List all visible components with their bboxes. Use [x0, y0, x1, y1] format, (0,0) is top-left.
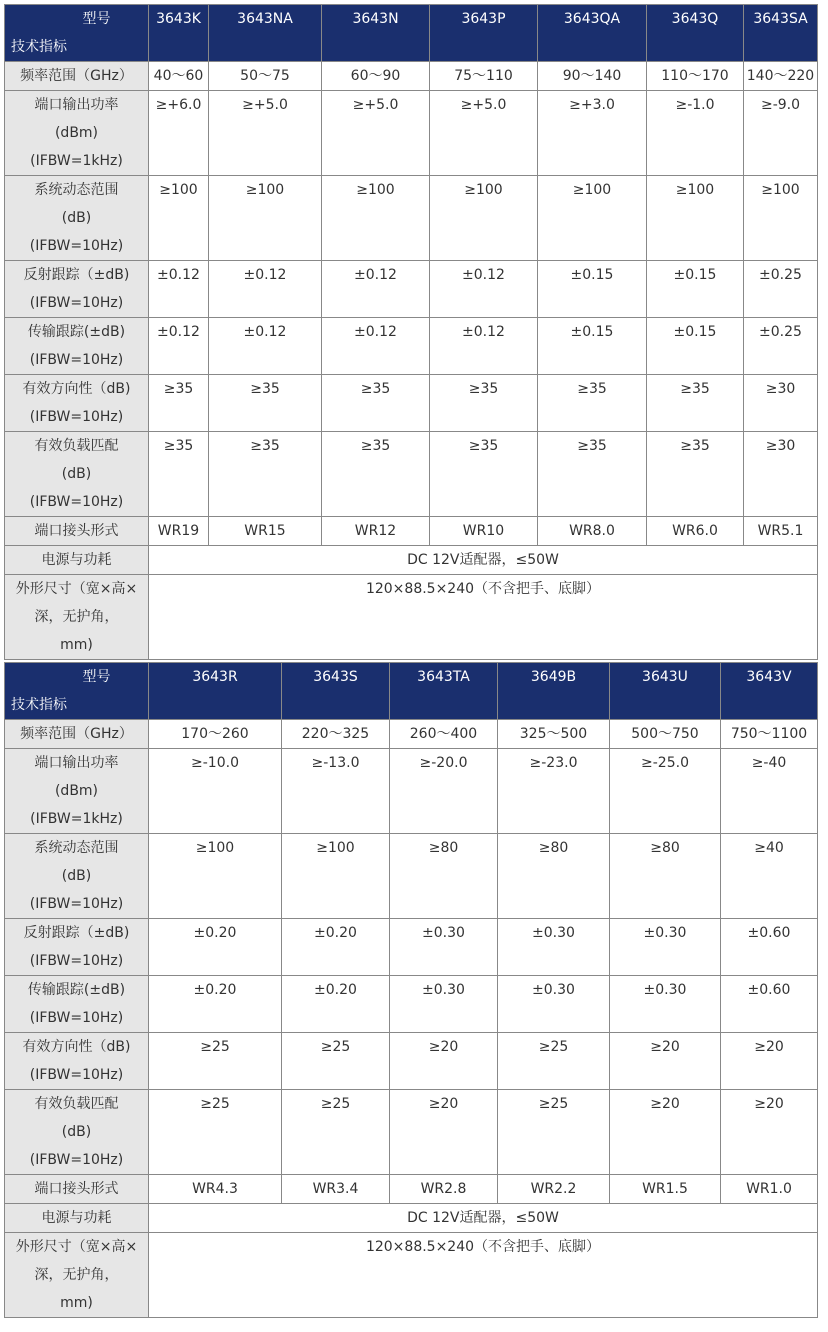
table-cell: ≥+6.0 [149, 91, 209, 176]
row-label [5, 834, 149, 919]
header-corner-cell [5, 663, 149, 720]
table-row [5, 546, 818, 575]
row-label-line: 系统动态范围 [34, 182, 119, 198]
table-cell: ±0.12 [430, 318, 538, 375]
row-label-line: (IFBW=10Hz) [29, 494, 124, 510]
spec-label: 技术指标 [11, 39, 67, 55]
row-label [5, 375, 149, 432]
table-cell: ≥25 [149, 1090, 282, 1175]
table-row [5, 663, 818, 720]
table-cell: ≥100 [744, 176, 818, 261]
row-label: 电源与功耗 [5, 1204, 149, 1233]
table-cell: 75～110 [430, 62, 538, 91]
row-label-line: 有效方向性（dB) [22, 1039, 131, 1055]
table-cell: ±0.12 [149, 318, 209, 375]
row-label: 电源与功耗 [5, 546, 149, 575]
row-label [5, 432, 149, 517]
model-header: 3643V [721, 663, 818, 720]
table-cell: DC 12V适配器，≤50W [149, 1204, 818, 1233]
table-row [5, 720, 818, 749]
table-cell: ±0.12 [322, 318, 430, 375]
table-cell: 170～260 [149, 720, 282, 749]
table-cell: WR10 [430, 517, 538, 546]
table-cell: ≥-20.0 [390, 749, 498, 834]
model-header: 3643TA [390, 663, 498, 720]
table-cell: ≥100 [647, 176, 744, 261]
table-cell: 325～500 [498, 720, 610, 749]
table-cell: 40～60 [149, 62, 209, 91]
table-cell: ±0.12 [209, 261, 322, 318]
table-cell: WR8.0 [538, 517, 647, 546]
row-label-line: 外形尺寸（宽×高× [15, 581, 138, 597]
row-label-line: (dB) [61, 210, 92, 226]
row-label [5, 1233, 149, 1318]
table-cell: ≥25 [149, 1033, 282, 1090]
table-cell: ≥20 [390, 1090, 498, 1175]
row-label-line: 端口输出功率 [34, 97, 119, 113]
row-label [5, 919, 149, 976]
model-header: 3643N [322, 5, 430, 62]
table-cell: WR19 [149, 517, 209, 546]
table-cell: ≥35 [647, 375, 744, 432]
table-cell: 50～75 [209, 62, 322, 91]
table-cell: ≥+3.0 [538, 91, 647, 176]
table-row [5, 749, 818, 834]
row-label-line: (dBm) [54, 125, 99, 141]
table-cell: ±0.25 [744, 318, 818, 375]
table-cell: ≥35 [209, 432, 322, 517]
table-cell: ≥100 [538, 176, 647, 261]
table-cell: WR1.0 [721, 1175, 818, 1204]
table-cell: ±0.15 [538, 261, 647, 318]
table-cell: ±0.30 [390, 976, 498, 1033]
table-row [5, 62, 818, 91]
row-label-line: (IFBW=10Hz) [29, 238, 124, 254]
table-cell: ≥100 [282, 834, 390, 919]
table-cell: ≥-40 [721, 749, 818, 834]
table-row [5, 1175, 818, 1204]
row-label-line: mm) [60, 1295, 93, 1311]
table-cell: ≥20 [610, 1033, 721, 1090]
table-cell: 110～170 [647, 62, 744, 91]
row-label [5, 176, 149, 261]
table-row [5, 1204, 818, 1233]
row-label [5, 976, 149, 1033]
table-cell: ≥-9.0 [744, 91, 818, 176]
table-row [5, 919, 818, 976]
table-cell: ≥35 [538, 375, 647, 432]
table-cell: WR15 [209, 517, 322, 546]
table-cell: ≥20 [390, 1033, 498, 1090]
row-label-line: (dBm) [54, 783, 99, 799]
table-cell: ≥-10.0 [149, 749, 282, 834]
table-cell: ≥35 [209, 375, 322, 432]
row-label-line: 有效方向性（dB) [22, 381, 131, 397]
table-cell: ±0.30 [390, 919, 498, 976]
table-cell: ±0.30 [610, 976, 721, 1033]
spec-label: 技术指标 [11, 697, 67, 713]
table-row [5, 1033, 818, 1090]
table-cell: ±0.20 [149, 919, 282, 976]
table-cell: ±0.12 [149, 261, 209, 318]
table-cell: DC 12V适配器，≤50W [149, 546, 818, 575]
table-cell: ≥-23.0 [498, 749, 610, 834]
table-cell: ≥+5.0 [430, 91, 538, 176]
model-header: 3643U [610, 663, 721, 720]
row-label-line: (dB) [61, 466, 92, 482]
row-label-line: (IFBW=10Hz) [29, 352, 124, 368]
row-label: 频率范围（GHz） [5, 720, 149, 749]
table-cell: 120×88.5×240（不含把手、底脚） [149, 1233, 818, 1318]
row-label-line: mm) [60, 637, 93, 653]
row-label-line: 有效负载匹配 [34, 1096, 119, 1112]
table-cell: ≥35 [149, 432, 209, 517]
spec-table-1 [4, 4, 818, 660]
row-label-line: (dB) [61, 868, 92, 884]
row-label-line: (IFBW=10Hz) [29, 1152, 124, 1168]
table-row [5, 176, 818, 261]
row-label-line: (IFBW=1kHz) [30, 153, 123, 169]
table-cell: ≥20 [721, 1090, 818, 1175]
spec-table-2 [4, 662, 818, 1318]
table-cell: ≥20 [721, 1033, 818, 1090]
table-cell: ±0.30 [610, 919, 721, 976]
row-label-line: 传输跟踪(±dB) [27, 324, 126, 340]
table-cell: WR3.4 [282, 1175, 390, 1204]
table-cell: 120×88.5×240（不含把手、底脚） [149, 575, 818, 660]
table-cell: WR6.0 [647, 517, 744, 546]
row-label-line: (IFBW=10Hz) [29, 409, 124, 425]
table-row [5, 432, 818, 517]
row-label-line: (IFBW=10Hz) [29, 1067, 124, 1083]
table-cell: ≥100 [149, 834, 282, 919]
row-label-line: (IFBW=10Hz) [29, 295, 124, 311]
table-cell: ±0.15 [647, 318, 744, 375]
table-cell: ≥25 [498, 1090, 610, 1175]
table-cell: ≥100 [149, 176, 209, 261]
table-cell: ≥100 [430, 176, 538, 261]
table-cell: ≥25 [282, 1090, 390, 1175]
table-row [5, 976, 818, 1033]
table-cell: ≥40 [721, 834, 818, 919]
row-label [5, 261, 149, 318]
model-header: 3643R [149, 663, 282, 720]
table-cell: WR12 [322, 517, 430, 546]
table-cell: ±0.30 [498, 976, 610, 1033]
table-row [5, 261, 818, 318]
table-row [5, 5, 818, 62]
table-cell: ≥80 [610, 834, 721, 919]
row-label-line: (IFBW=10Hz) [29, 1010, 124, 1026]
table-cell: 90～140 [538, 62, 647, 91]
table-cell: ≥35 [430, 375, 538, 432]
table-cell: WR2.8 [390, 1175, 498, 1204]
row-label: 端口接头形式 [5, 517, 149, 546]
table-row [5, 517, 818, 546]
table-cell: ±0.15 [647, 261, 744, 318]
row-label [5, 1033, 149, 1090]
table-cell: ≥-25.0 [610, 749, 721, 834]
table-cell: ≥80 [390, 834, 498, 919]
table-cell: ≥-13.0 [282, 749, 390, 834]
row-label-line: (IFBW=1kHz) [30, 811, 123, 827]
row-label: 端口接头形式 [5, 1175, 149, 1204]
row-label [5, 1090, 149, 1175]
row-label-line: (IFBW=10Hz) [29, 896, 124, 912]
row-label: 频率范围（GHz） [5, 62, 149, 91]
table-cell: WR1.5 [610, 1175, 721, 1204]
table-cell: ≥35 [538, 432, 647, 517]
model-header: 3643S [282, 663, 390, 720]
table-cell: ≥100 [322, 176, 430, 261]
table-cell: ≥20 [610, 1090, 721, 1175]
table-cell: ±0.15 [538, 318, 647, 375]
table-cell: ≥+5.0 [322, 91, 430, 176]
table-cell: ±0.12 [209, 318, 322, 375]
row-label-line: 系统动态范围 [34, 840, 119, 856]
table-cell: ≥-1.0 [647, 91, 744, 176]
table-cell: ≥30 [744, 432, 818, 517]
table-cell: ±0.60 [721, 919, 818, 976]
table-row [5, 1090, 818, 1175]
table-cell: ≥35 [149, 375, 209, 432]
model-header: 3643K [149, 5, 209, 62]
table-cell: ≥25 [282, 1033, 390, 1090]
row-label-line: 端口输出功率 [34, 755, 119, 771]
table-cell: ≥35 [430, 432, 538, 517]
table-cell: ±0.60 [721, 976, 818, 1033]
table-cell: ≥35 [647, 432, 744, 517]
table-cell: ≥80 [498, 834, 610, 919]
row-label-line: 传输跟踪(±dB) [27, 982, 126, 998]
model-header: 3649B [498, 663, 610, 720]
row-label-line: 外形尺寸（宽×高× [15, 1239, 138, 1255]
model-header: 3643P [430, 5, 538, 62]
table-cell: ±0.30 [498, 919, 610, 976]
table-cell: WR4.3 [149, 1175, 282, 1204]
row-label-line: 有效负载匹配 [34, 438, 119, 454]
table-row [5, 575, 818, 660]
table-cell: ±0.25 [744, 261, 818, 318]
row-label [5, 749, 149, 834]
model-header: 3643NA [209, 5, 322, 62]
model-label: 型号 [82, 669, 111, 685]
row-label-line: (dB) [61, 1124, 92, 1140]
table-cell: ≥100 [209, 176, 322, 261]
table-cell: ±0.20 [282, 919, 390, 976]
table-cell: ±0.12 [322, 261, 430, 318]
table-row [5, 834, 818, 919]
table-cell: ±0.20 [149, 976, 282, 1033]
table-cell: 260～400 [390, 720, 498, 749]
table-cell: 60～90 [322, 62, 430, 91]
row-label-line: (IFBW=10Hz) [29, 953, 124, 969]
table-cell: 140～220 [744, 62, 818, 91]
model-header: 3643Q [647, 5, 744, 62]
header-corner-cell [5, 5, 149, 62]
row-label-line: 反射跟踪（±dB) [23, 267, 130, 283]
model-header: 3643SA [744, 5, 818, 62]
table-cell: ≥30 [744, 375, 818, 432]
table-cell: ±0.12 [430, 261, 538, 318]
table-cell: ≥25 [498, 1033, 610, 1090]
row-label [5, 318, 149, 375]
row-label [5, 575, 149, 660]
row-label-line: 深，无护角， [34, 1267, 119, 1283]
table-row [5, 1233, 818, 1318]
table-row [5, 375, 818, 432]
table-cell: ≥35 [322, 432, 430, 517]
model-header: 3643QA [538, 5, 647, 62]
model-label: 型号 [82, 11, 111, 27]
table-cell: ≥35 [322, 375, 430, 432]
table-cell: 500～750 [610, 720, 721, 749]
table-row [5, 318, 818, 375]
table-cell: ±0.20 [282, 976, 390, 1033]
table-cell: ≥+5.0 [209, 91, 322, 176]
table-cell: 220～325 [282, 720, 390, 749]
table-cell: WR5.1 [744, 517, 818, 546]
table-cell: WR2.2 [498, 1175, 610, 1204]
row-label [5, 91, 149, 176]
row-label-line: 深，无护角， [34, 609, 119, 625]
table-cell: 750～1100 [721, 720, 818, 749]
row-label-line: 反射跟踪（±dB) [23, 925, 130, 941]
table-row [5, 91, 818, 176]
